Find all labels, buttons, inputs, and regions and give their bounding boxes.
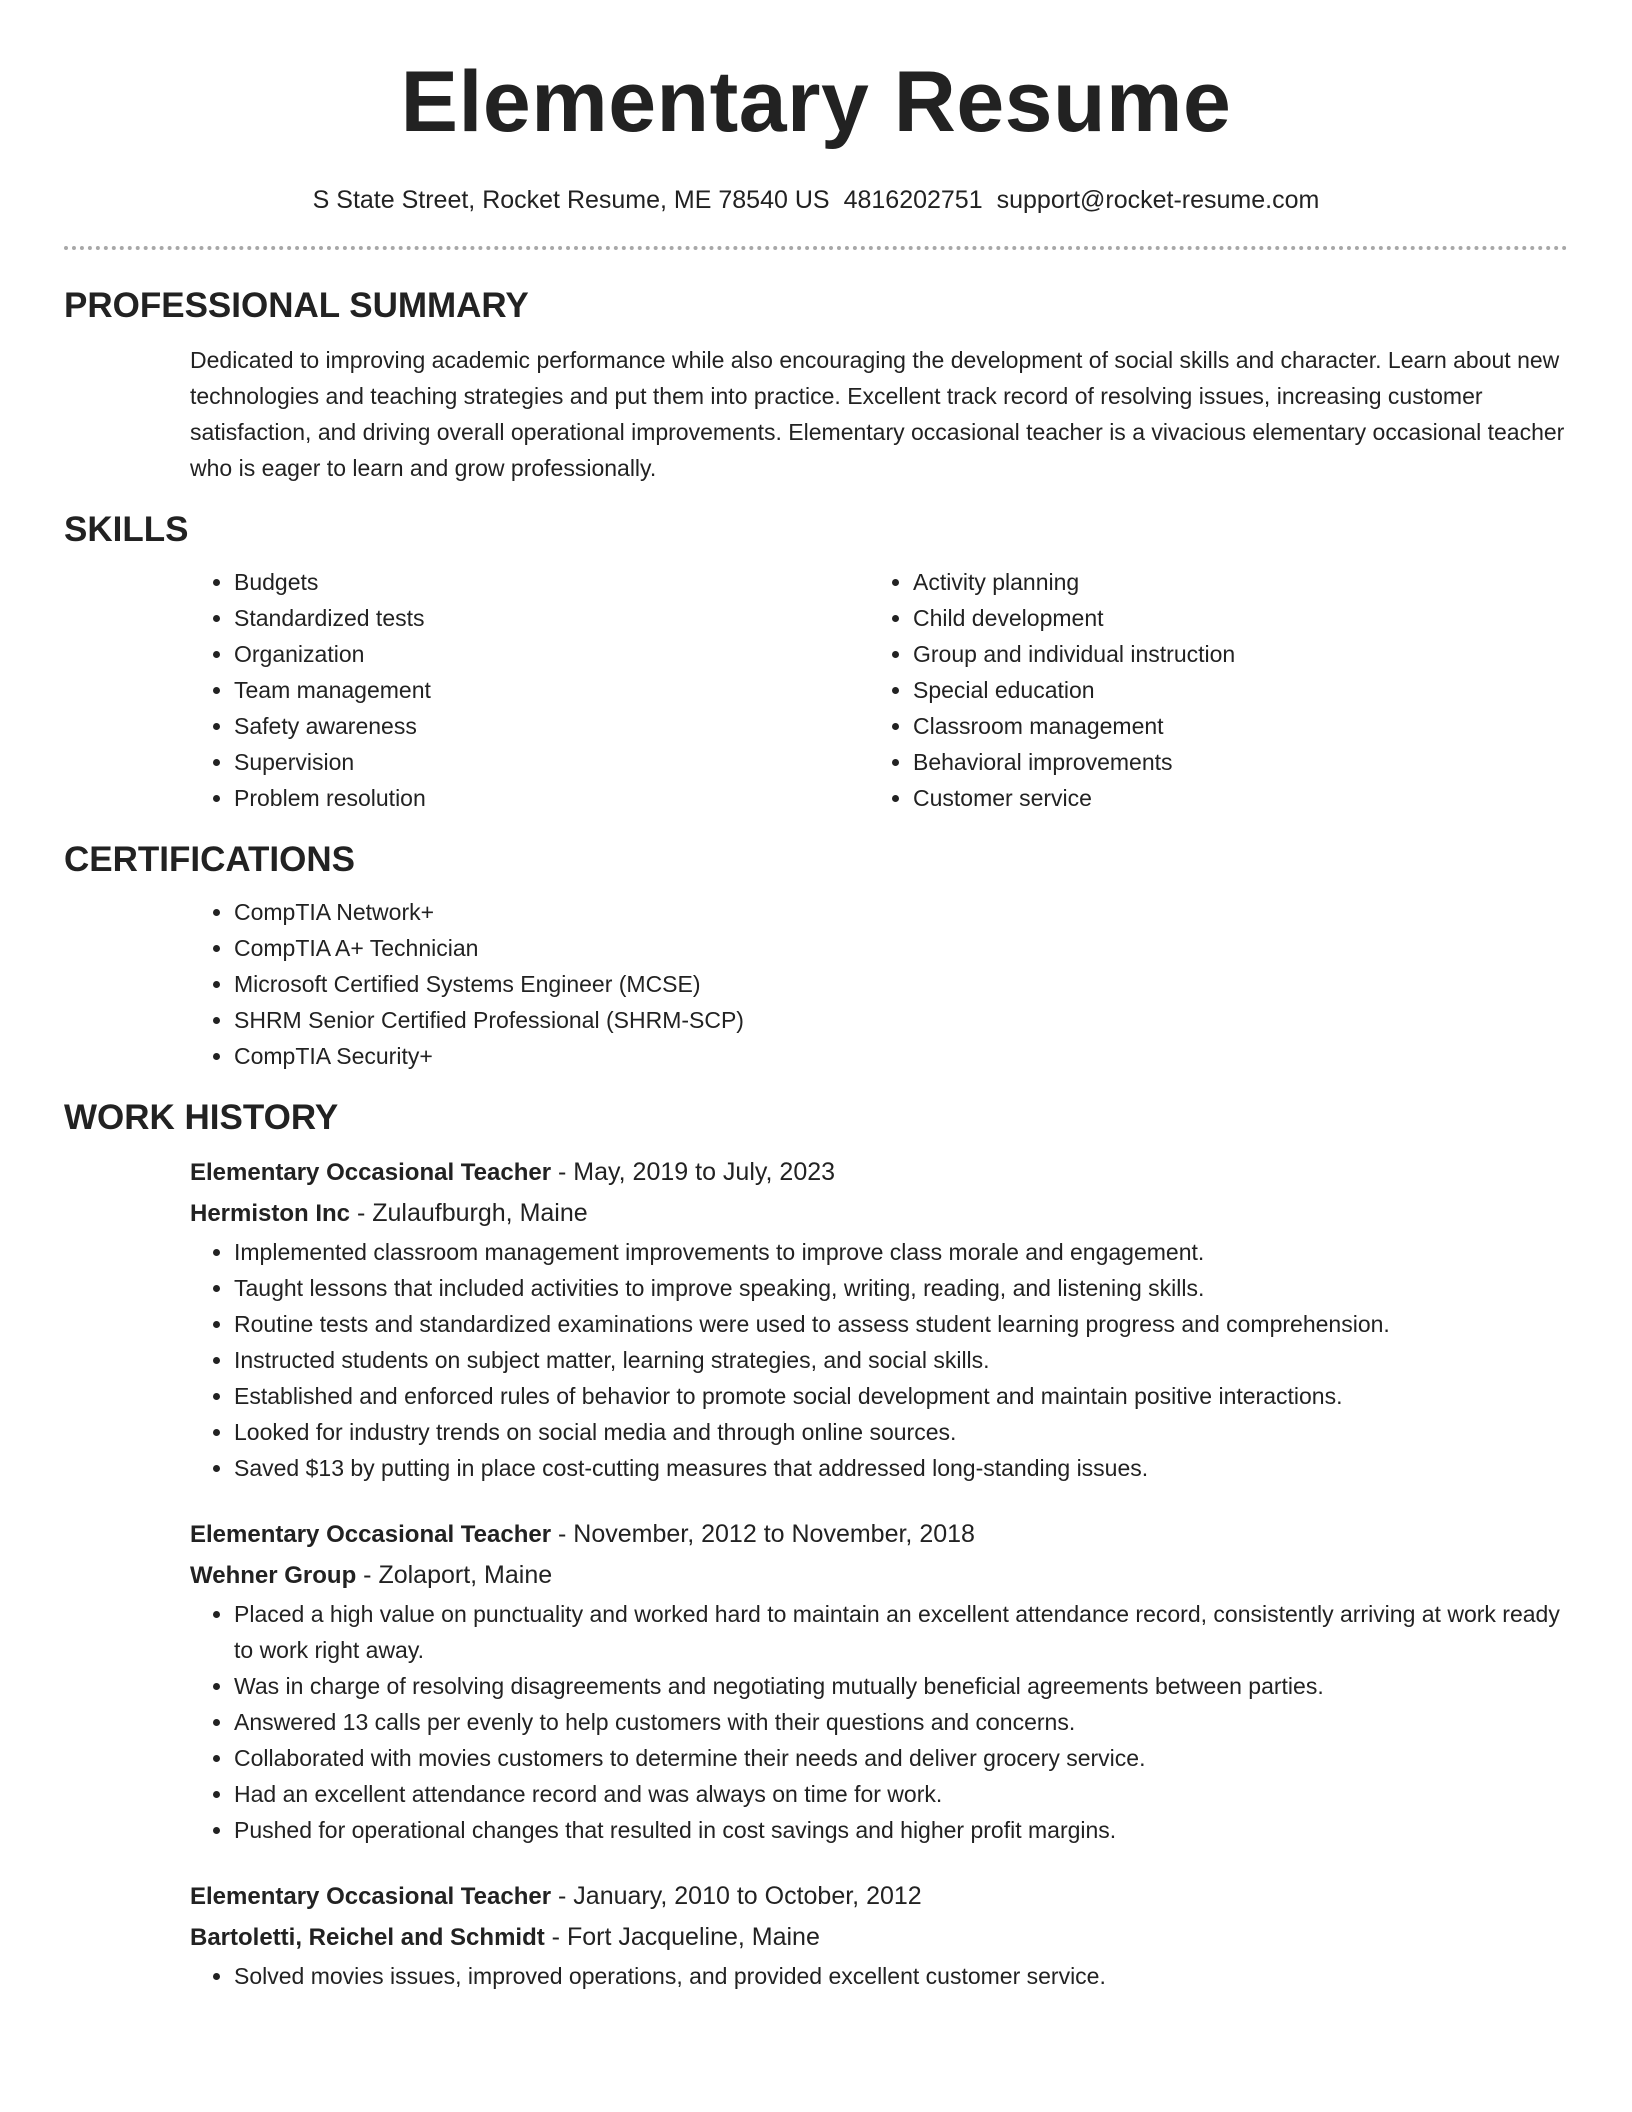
skill-item: • Problem resolution (234, 780, 869, 816)
certifications-list (190, 894, 1568, 1074)
skill-item: • Group and individual instruction (913, 636, 1548, 672)
skill-item: • Organization (234, 636, 869, 672)
job-title: Elementary Occasional Teacher (190, 1883, 552, 1910)
certification-item: • SHRM Senior Certified Professional (SHRM-SCP) (234, 1002, 1568, 1038)
job-duties (190, 1958, 1568, 1994)
skills-list (190, 564, 1568, 816)
certification-item: • Microsoft Certified Systems Engineer (MCSE) (234, 966, 1568, 1002)
job-entry (190, 1152, 1568, 1486)
skill-item: • Standardized tests (234, 600, 869, 636)
job-duty: • Looked for industry trends on social media and through online sources. (234, 1414, 1568, 1450)
job-title-line (190, 1876, 1568, 1917)
job-location: - Zolaport, Maine (356, 1561, 553, 1589)
header-divider (64, 246, 1568, 250)
skills-column-right (869, 564, 1548, 816)
job-duties (190, 1234, 1568, 1486)
skill-item: • Activity planning (913, 564, 1548, 600)
job-duty: • Routine tests and standardized examinations were used to assess student learning progress and comprehension. (234, 1306, 1568, 1342)
job-title-line (190, 1514, 1568, 1555)
skill-item: • Safety awareness (234, 708, 869, 744)
skill-item: • Special education (913, 672, 1548, 708)
job-company-line (190, 1193, 1568, 1234)
job-duty: • Had an excellent attendance record and was always on time for work. (234, 1776, 1568, 1812)
job-dates: - January, 2010 to October, 2012 (551, 1882, 922, 1910)
job-duty: • Placed a high value on punctuality and worked hard to maintain an excellent attendance record, consistently arriving at work ready to work right away. (234, 1596, 1568, 1668)
work-history-heading: WORK HISTORY (64, 1098, 339, 1137)
job-title: Elementary Occasional Teacher (190, 1159, 552, 1186)
job-company: Wehner Group (190, 1562, 357, 1589)
resume-name: Elementary Resume (400, 54, 1232, 150)
skill-item: • Customer service (913, 780, 1548, 816)
contact-address: S State Street, Rocket Resume, ME 78540 US (312, 186, 830, 214)
job-entry (190, 1514, 1568, 1848)
job-location: - Zulaufburgh, Maine (350, 1199, 588, 1227)
certification-item: • CompTIA Security+ (234, 1038, 1568, 1074)
certifications-heading: CERTIFICATIONS (64, 840, 356, 879)
job-duty: • Collaborated with movies customers to determine their needs and deliver grocery service. (234, 1740, 1568, 1776)
contact-line (64, 184, 1568, 216)
job-duty: • Pushed for operational changes that resulted in cost savings and higher profit margins. (234, 1812, 1568, 1848)
job-company-line (190, 1917, 1568, 1958)
contact-email: support@rocket-resume.com (996, 186, 1320, 214)
contact-phone: 4816202751 (843, 186, 983, 214)
job-company-line (190, 1555, 1568, 1596)
job-duty: • Saved $13 by putting in place cost-cutting measures that addressed long-standing issues. (234, 1450, 1568, 1486)
skill-item: • Supervision (234, 744, 869, 780)
skill-item: • Budgets (234, 564, 869, 600)
job-company: Bartoletti, Reichel and Schmidt (190, 1924, 545, 1951)
job-title: Elementary Occasional Teacher (190, 1521, 552, 1548)
skill-item: • Classroom management (913, 708, 1548, 744)
job-duty: • Solved movies issues, improved operations, and provided excellent customer service. (234, 1958, 1568, 1994)
job-entry (190, 1876, 1568, 1994)
summary-heading: PROFESSIONAL SUMMARY (64, 286, 529, 325)
job-company: Hermiston Inc (190, 1200, 351, 1227)
summary-text: Dedicated to improving academic performance while also encouraging the development of social skills and character. Learn about new technologies and teaching strategies and put them into practice. Excellent track record of resolving issues, increasing customer satisfaction, and driving overall operational improvements. Elementary occasional teacher is a vivacious elementary occasional teacher who is eager to learn and grow professionally. (190, 347, 1565, 481)
job-duty: • Was in charge of resolving disagreements and negotiating mutually beneficial agreements between parties. (234, 1668, 1568, 1704)
skill-item: • Behavioral improvements (913, 744, 1548, 780)
skills-heading: SKILLS (64, 510, 189, 549)
job-duties (190, 1596, 1568, 1848)
job-duty: • Instructed students on subject matter, learning strategies, and social skills. (234, 1342, 1568, 1378)
job-duty: • Established and enforced rules of behavior to promote social development and maintain positive interactions. (234, 1378, 1568, 1414)
certification-item: • CompTIA A+ Technician (234, 930, 1568, 966)
job-title-line (190, 1152, 1568, 1193)
job-dates: - May, 2019 to July, 2023 (551, 1158, 836, 1186)
job-duty: • Taught lessons that included activities to improve speaking, writing, reading, and listening skills. (234, 1270, 1568, 1306)
job-duty: • Implemented classroom management improvements to improve class morale and engagement. (234, 1234, 1568, 1270)
job-dates: - November, 2012 to November, 2018 (551, 1520, 975, 1548)
job-duty: • Answered 13 calls per evenly to help customers with their questions and concerns. (234, 1704, 1568, 1740)
skill-item: • Team management (234, 672, 869, 708)
skill-item: • Child development (913, 600, 1548, 636)
job-location: - Fort Jacqueline, Maine (544, 1923, 820, 1951)
skills-column-left (190, 564, 869, 816)
certification-item: • CompTIA Network+ (234, 894, 1568, 930)
